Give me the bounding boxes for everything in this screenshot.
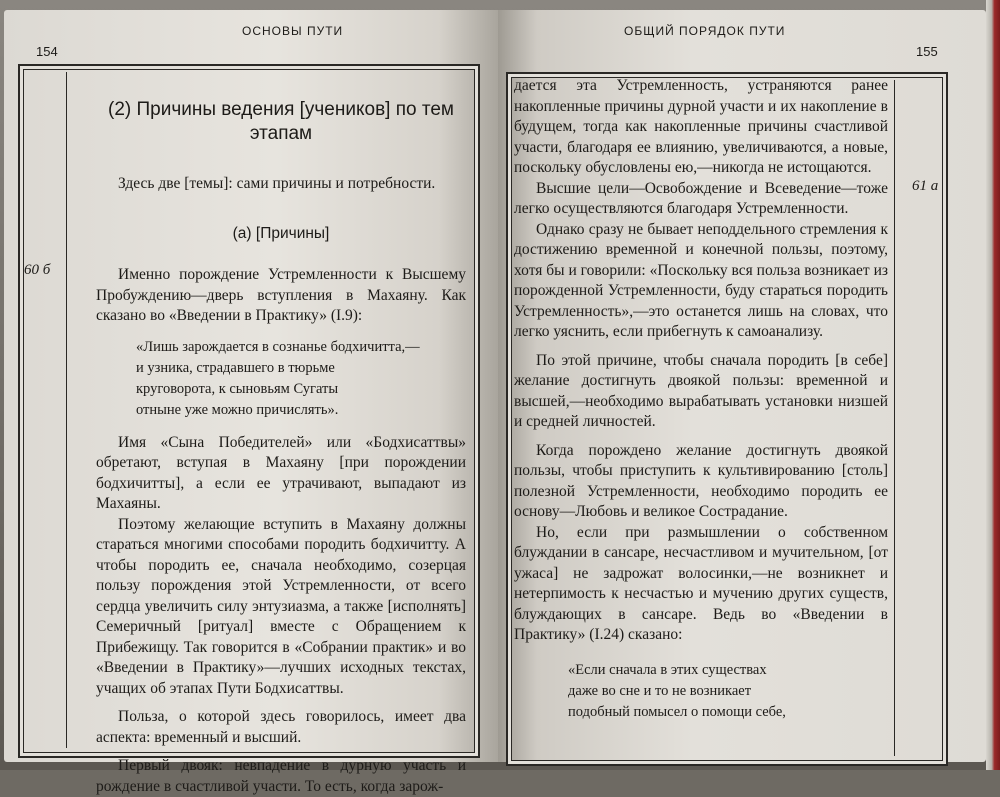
paragraph-5: Но, если при размышлении о собственном блуждании в сансаре, несчастливом и мучительном, [от ужаса] не задрожат волосинки,—не возникнет и нетерпимость к несчастью и мучению других существ, блуждающих в сансаре. Ведь во «Введении в Практику» (I.24) сказано: xyxy=(514,523,888,643)
verse-quote-right xyxy=(568,660,888,723)
verse-line: даже во сне и то не возникает xyxy=(568,682,752,699)
verse-line: «Если сначала в этих существах xyxy=(568,661,767,678)
verse-quote-left xyxy=(136,337,466,421)
margin-note-right: 61 а xyxy=(912,178,939,194)
paragraph-4: Польза, о которой здесь говорилось, имеет два аспекта: временный и высший. xyxy=(96,708,466,746)
verse-line: «Лишь зарождается в сознанье бодхичитта,— xyxy=(136,338,420,355)
right-page xyxy=(498,10,986,762)
subheading: (а) [Причины] xyxy=(232,225,330,242)
intro-line: Здесь две [темы]: сами причины и потребности. xyxy=(118,175,436,192)
paragraph-continued: дается эта Устремленность, устраняются ранее накопленные причины дурной участи и их накопление в будущем, тогда как накопленные причины счастливой участи, благодаря ее влиянию, увеличиваются, а новые, поскольку обусловлены ею,—никогда не истощаются. xyxy=(514,77,888,176)
frame-margin-rule-left xyxy=(66,72,67,748)
left-text-block xyxy=(96,98,466,797)
paragraph-3: По этой причине, чтобы сначала породить [в себе] желание достигнуть двоякой пользы: временной и высшей,—необходимо вырабатывать установки низшей и средней личностей. xyxy=(514,351,888,430)
paragraph-1: Именно порождение Устремленности к Высшему Пробуждению—дверь вступления в Махаяну. Как сказано во «Введении в Практику» (I.9): xyxy=(96,266,466,324)
paragraph-2: Однако сразу не бывает неподдельного стремления к достижению временной и конечной пользы, поэтому, хотя бы и говорили: «Поскольку вся польза возникает из порожденной Устремленности, буду стараться породить Устремленность»,—это останется лишь на словах, что легко уяснить, если прибегнуть к самоанализу. xyxy=(514,220,888,340)
running-head-right: ОБЩИЙ ПОРЯДОК ПУТИ xyxy=(624,24,786,38)
frame-margin-rule-right xyxy=(894,80,895,756)
verse-line: отныне уже можно причислять». xyxy=(136,401,339,418)
paragraph-3: Поэтому желающие вступить в Махаяну должны стараться многими способами породить бодхичитту. А чтобы породить ее, сначала необходимо, созерцая пользу порождения этой Устремленности, от всего сердца увеличить силу энтузиазма, а также [исполнять] Семеричный [ритуал] вместе с Обращением к Прибежищу. Так говорится в «Собрании практик» и во «Введении в Практику»—лучших исходных текстах, учащих об этапах Пути Бодхисаттвы. xyxy=(96,515,466,697)
right-text-block xyxy=(514,76,888,735)
page-number-left: 154 xyxy=(36,44,58,59)
verse-line: круговорота, к сыновьям Сугаты xyxy=(136,380,339,397)
paragraph-2: Имя «Сына Победителей» или «Бодхисаттвы» обретают, вступая в Махаяну [при порождении бодхичитты], а если ее утрачивают, выпадают из Махаяны. xyxy=(96,433,466,512)
book-cover-edge xyxy=(986,0,1000,770)
margin-note-left: 60 б xyxy=(24,262,51,278)
verse-line: подобный помысел о помощи себе, xyxy=(568,703,786,720)
verse-line: и узника, страдавшего в тюрьме xyxy=(136,359,335,376)
paragraph-5: Первый двояк: невпадение в дурную участь и рождение в счастливой участи. То есть, когда зарож- xyxy=(96,757,466,795)
left-page xyxy=(4,10,498,795)
paragraph-4: Когда порождено желание достигнуть двоякой пользы, чтобы приступить к культивированию [столь] полезной Устремленности, необходимо породить ее основу—Любовь и великое Сострадание. xyxy=(514,441,888,520)
running-head-left: ОСНОВЫ ПУТИ xyxy=(242,24,344,38)
page-number-right: 155 xyxy=(916,44,938,59)
paragraph-1: Высшие цели—Освобождение и Всеведение—тоже легко осуществляются благодаря Устремленности. xyxy=(514,179,888,217)
chapter-title: (2) Причины ведения [учеников] по тем этапам xyxy=(108,99,454,144)
